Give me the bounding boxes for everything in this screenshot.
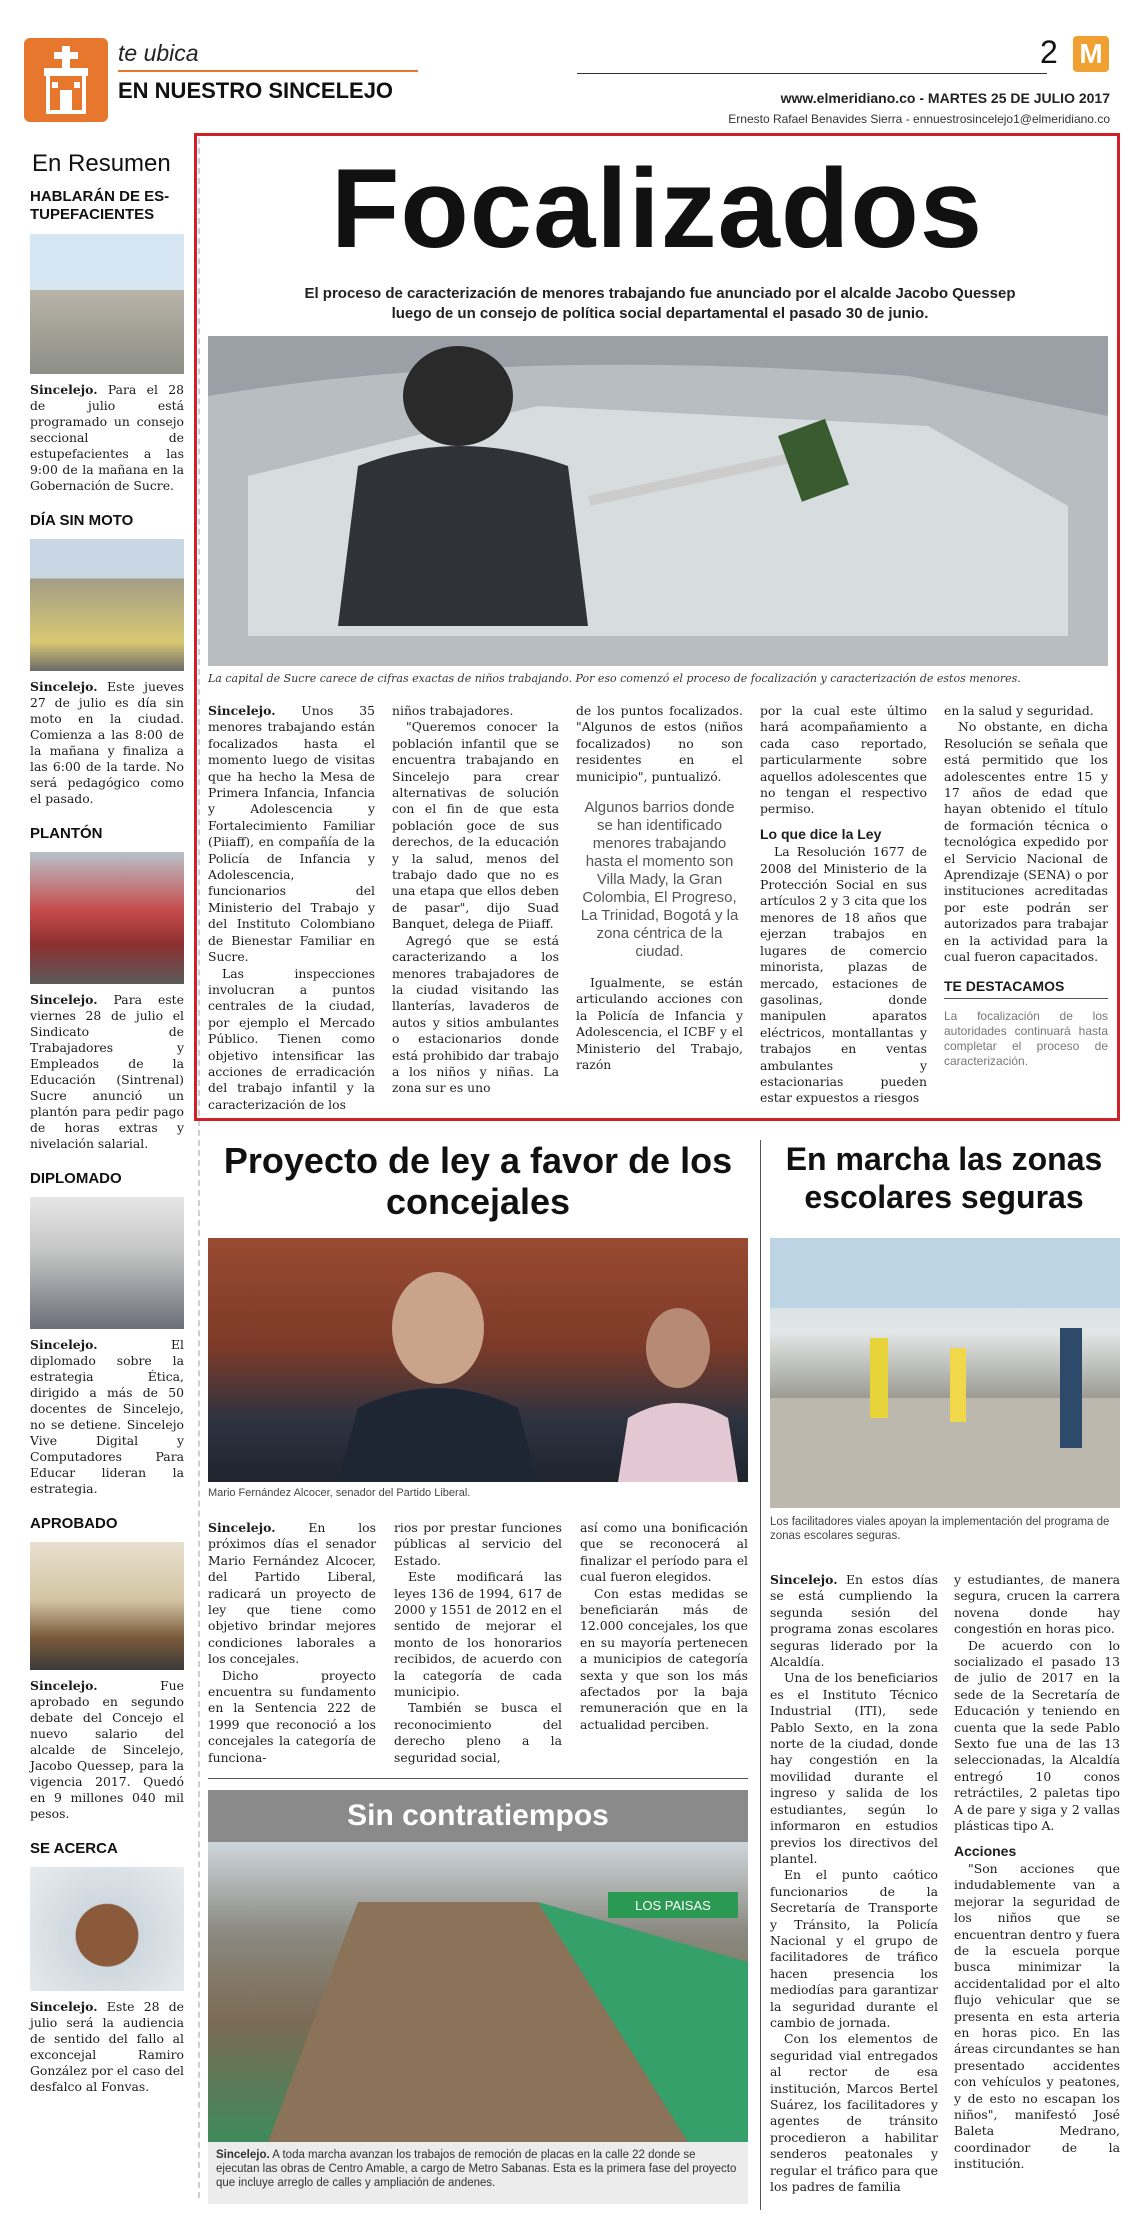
section-line2: EN NUESTRO SINCELEJO (118, 78, 394, 103)
sidebar-item-text (30, 679, 184, 807)
ley-col-2 (394, 1520, 562, 1766)
sin-banner (208, 1790, 748, 1842)
ley-col1-p1-text: En los próximos días el senador Mario Fernández Alcocer, del Partido Liberal, radicará un proyecto de ley que tiene como objetivo brindar mejores condiciones laborales a los concejales. (208, 1520, 376, 1667)
sidebar-item-text (30, 992, 184, 1152)
main-col-2 (392, 703, 559, 1097)
zonas-col2-p1: y estudiantes, de manera segura, crucen la carrera novena donde hay congestión en horas pico. (954, 1572, 1120, 1637)
zonas-headline: En marcha las zonas escolares seguras (785, 1141, 1103, 1215)
page-number: 2 (1040, 34, 1058, 70)
destacamos-title: TE DESTACAMOS (944, 978, 1108, 999)
ley-bottom-rule (208, 1778, 748, 1779)
sin-photo-illustration (208, 1842, 748, 2142)
main-col2-p1: niños trabajadores. (392, 703, 514, 718)
sidebar-photo (30, 1542, 184, 1670)
logo-letter: M (1079, 38, 1103, 69)
zonas-col1-p1-text: En estos días se está cumpliendo la segunda sesión del programa zonas escolares seguras liderado por la Alcaldía. (770, 1572, 938, 1670)
zonas-col1-lead: Sincelejo. (770, 1572, 838, 1587)
sidebar-item-body: Para el 28 de julio está programado un consejo seccional de estupefacientes a las 9:00 de la mañana en la Gobernación de Sucre. (30, 382, 184, 493)
ley-photo-illustration (208, 1238, 748, 1482)
main-col4-p1: por la cual este último hará acompañamiento a cada caso reportado, particularmente sobre aquellos adolescentes que no tengan el respectivo permiso. (760, 703, 927, 817)
sidebar-item-place: Sincelejo. (30, 1337, 98, 1352)
sin-photo (208, 1842, 748, 2142)
sidebar-item-body: Fue aprobado en segundo debate del Concejo el nuevo salario del alcalde de Sincelejo, Jacobo Quessep, para la vigencia 2017. Quedó en 9 millones 040 mil pesos. (30, 1678, 184, 1821)
main-photo-caption: La capital de Sucre carece de cifras exactas de niños trabajando. Por eso comenzó el proceso de focalización y caracterización de estos menores. (208, 672, 1021, 685)
page-header (0, 0, 1141, 125)
sidebar-item-text (30, 1999, 184, 2095)
header-rule (577, 73, 1047, 74)
sidebar-photo (30, 1197, 184, 1329)
zonas-col1-p2: Una de los beneficiarios es el Instituto Técnico Industrial (ITI), sede Pablo Sexto, en la zona norte de la ciudad, donde hay congestión en la movilidad durante el ingreso y salida de los estudiantes, según lo informaron en estudios previos los directivos del plantel. (770, 1670, 938, 1866)
zonas-photo-caption: Los facilitadores viales apoyan la implementación del programa de zonas escolares seguras. (770, 1516, 1110, 1542)
main-col1-p1 (208, 703, 375, 966)
ley-col-1 (208, 1520, 376, 1766)
sidebar-item-place: Sincelejo. (30, 1678, 98, 1693)
main-col4-p2: La Resolución 1677 de 2008 del Ministerio de la Protección Social en sus artículos 2 y 3 cita que los menores de 18 años que ejerzan trabajos en lugares de comercio minorista, plazas de mercado, estaciones de gasolinas, donde manipulen aparatos eléctricos, montallantas y trabajos en ventas ambulantes y estacionarias pueden estar expuestos a riesgos (760, 844, 927, 1106)
sin-caption-text: A toda marcha avanzan los trabajos de remoción de placas en la calle 22 donde se ejecutan las obras de Centro Amable, a cargo de Metro Sabanas. Esta es la primera fase del proyecto que incluye arreglo de calles y ampliación de andenes. (216, 2149, 737, 2189)
main-col-5 (944, 703, 1108, 1069)
main-col-4 (760, 703, 927, 1107)
sidebar-item-text (30, 1337, 184, 1497)
sidebar-item-place: Sincelejo. (30, 679, 98, 694)
destacamos-text: La focalización de los autoridades continuará hasta completar el proceso de caracterización. (944, 1008, 1108, 1068)
sin-caption-lead: Sincelejo. (216, 2149, 270, 2161)
sidebar (22, 138, 200, 2198)
sidebar-item-text (30, 1678, 184, 1822)
ley-photo-caption: Mario Fernández Alcocer, senador del Partido Liberal. (208, 1487, 471, 1499)
sidebar-item (22, 1840, 192, 2095)
main-headline: Focalizados (330, 146, 984, 271)
ley-col2-p3: También se busca el reconocimiento del derecho pleno a la seguridad social, (394, 1700, 562, 1765)
sidebar-item-text (30, 382, 184, 494)
zonas-col1-p3: En el punto caótico funcionarios de la Secretaría de Transporte y Tránsito, la Policía Nacional y el grupo de facilitadores de tráfico hacen presencia los mediodías para garantizar la seguridad durante el cambio de jornada. (770, 1867, 938, 2030)
ley-col3-p1: así como una bonificación que se reconocerá al finalizar el período para el cual fueron elegidos. (580, 1520, 748, 1585)
sidebar-item (22, 1170, 192, 1497)
ley-col1-p2: Dicho proyecto encuentra su fundamento en la Sentencia 222 de 1999 que reconoció a los concejales la categoría de funciona- (208, 1667, 376, 1765)
main-col1-p1-text: Unos 35 menores trabajando están focalizados hasta el momento luego de visitas que ha hecho la Mesa de Primera Infancia, Infancia y Adolescencia y Fortalecimiento Familiar (Piiaff), en compañía de la Policía de Infancia y Adolescencia, funcionarios del Ministerio del Trabajo y del Instituto Colombiano de Bienestar Familiar en Sucre. (208, 703, 375, 965)
sin-sign-text: LOS PAISAS (635, 1898, 711, 1913)
main-col3-p2: Igualmente, se están articulando acciones con la Policía de Infancia y Adolescencia, el ICBF y el Ministerio del Trabajo, razón (576, 975, 743, 1073)
main-pull-quote: Algunos barrios donde se han identificado menores trabajando hasta el momento son Villa Mady, la Gran Colombia, El Progreso, La Trinidad, Bogotá y la zona céntrica de la ciudad. (580, 799, 739, 961)
main-col2-p3: Agregó que se está caracterizando a los menores trabajadores de la ciudad visitando las llanterías, lavaderos de autos y sitios ambulantes o estacionarios donde está prohibido dar trabajo a los niños y niñas. La zona sur es uno (392, 932, 559, 1096)
sidebar-item (22, 825, 192, 1152)
ley-photo (208, 1238, 748, 1482)
sidebar-item-body: El diplomado sobre la estrategia Ética, dirigido a más de 50 docentes de Sincelejo, no se detiene. Sincelejo Vive Digital y Computadores Para Educar lideran la estrategia. (30, 1337, 184, 1496)
zonas-col2-p2: De acuerdo con lo socializado el pasado 13 de julio de 2017 en la sede de la Secretaría de Educación y teniendo en cuenta que la sede Pablo Sexto fue una de las 13 seleccionadas, la Alcaldía entregó 10 conos retráctiles, 2 paletas tipo A de pare y siga y 2 vallas plásticas tipo A. (954, 1637, 1120, 1834)
main-col1-p2: Las inspecciones involucran a puntos centrales de la ciudad, por ejemplo el Mercado Público. Tienen como objetivo intensificar las acciones de erradicación del trabajo infantil y la caracterización de los (208, 965, 375, 1112)
sidebar-title: En Resumen (32, 150, 171, 177)
sidebar-photo (30, 852, 184, 984)
zonas-col-2 (954, 1572, 1120, 2173)
sidebar-item-heading: DÍA SIN MOTO (30, 512, 134, 529)
site-date: www.elmeridiano.co - MARTES 25 DE JULIO 2017 (780, 90, 1110, 106)
sidebar-item-heading: APROBADO (30, 1515, 118, 1532)
sidebar-item (22, 512, 192, 807)
zonas-photo-illustration (770, 1238, 1120, 1508)
sidebar-item-body: Este jueves 27 de julio es día sin moto en la ciudad. Comienza a las 8:00 de la mañana y finaliza a las 6:00 de la tarde. No será pedagógico como el pasado. (30, 679, 184, 806)
zonas-col-1 (770, 1572, 938, 2195)
main-col5-p2: No obstante, en dicha Resolución se señala que está permitido que los adolescentes entre 15 y 17 años de edad que hayan obtenido el título de formación técnica o tecnológica expedido por el Servicio Nacional de Aprendizaje (SENA) o por instituciones acreditadas por este podrán ser autorizados para trabajar en la actividad para la cual fueron capacitados. (944, 719, 1108, 965)
sidebar-item-place: Sincelejo. (30, 1999, 98, 2014)
main-col3-p1: de los puntos focalizados. "Algunos de estos (niños focalizados) no son residentes en el municipio", puntualizó. (576, 703, 743, 784)
main-col5-p1: en la salud y seguridad. (944, 703, 1094, 718)
sidebar-photo (30, 1867, 184, 1991)
sidebar-item-heading: PLANTÓN (30, 825, 103, 842)
ley-col3-p2: Con estas medidas se beneficiarán más de 12.000 concejales, los que en su mayoría pertenecen a municipios de categoría sexta y que son los más afectados por la baja remuneración que en la actualidad perciben. (580, 1585, 748, 1732)
sidebar-item-heading: DIPLOMADO (30, 1170, 122, 1187)
section-line1: te ubica (118, 40, 199, 66)
main-col-1 (208, 703, 375, 1113)
sidebar-item (22, 1515, 192, 1822)
ley-col2-p2: Este modificará las leyes 136 de 1994, 617 de 2000 y 1551 de 2012 en el sentido de mejorar el monto de los honorarios recibidos, de acuerdo con la categoría de cada municipio. (394, 1569, 562, 1700)
main-col4-subhead: Lo que dice la Ley (760, 825, 882, 842)
ley-col2-p1: rios por prestar funciones públicas al servicio del Estado. (394, 1520, 562, 1568)
ley-col1-p1 (208, 1520, 376, 1668)
author-line: Ernesto Rafael Benavides Sierra - ennuestrosincelejo1@elmeridiano.co (728, 112, 1110, 126)
zonas-col1-p4: Con los elementos de seguridad vial entregados al rector de esa institución, Marcos Bertel Suárez, los facilitadores y agentes de tránsito procedieron a habilitar senderos peatonales y regular el tráfico para que los padres de familia (770, 2031, 938, 2195)
sidebar-item-body: Este 28 de julio será la audiencia de sentido del fallo al exconcejal Ramiro González por el caso del desfalco al Fonvas. (30, 1999, 184, 2094)
ley-col1-lead: Sincelejo. (208, 1520, 276, 1535)
main-photo (208, 336, 1108, 666)
sidebar-item-heading: HABLARÁN DE ES-TUPEFACIENTES (30, 188, 170, 223)
zonas-col1-p1 (770, 1572, 938, 1670)
sidebar-item-heading: SE ACERCA (30, 1840, 118, 1857)
ley-col-3 (580, 1520, 748, 1733)
sidebar-photo (30, 234, 184, 374)
main-photo-illustration (208, 336, 1108, 666)
ley-headline: Proyecto de ley a favor de los concejales (223, 1140, 733, 1222)
sidebar-item-body: Para este viernes 28 de julio el Sindicato de Trabajadores y Empleados de la Educación (Sintrenal) Sucre anunció un plantón para pedir pago de horas extras y nivelación salarial. (30, 992, 184, 1151)
logo-badge (1073, 36, 1109, 72)
sidebar-item-place: Sincelejo. (30, 382, 98, 397)
sidebar-photo (30, 539, 184, 671)
sidebar-item (22, 188, 192, 494)
zonas-col2-subhead: Acciones (954, 1842, 1017, 1859)
main-col2-p2: "Queremos conocer la población infantil que se encuentra trabajando en Sincelejo para crear alternativas de solución con el fin de que esta población goce de sus derechos, de la educación y la salud, menos del trabajo dado que no es una etapa que ellos deben de pasar", dijo Suad Banquet, delega de Piiaff. (392, 719, 559, 932)
zonas-col2-p3: "Son acciones que indudablemente van a mejorar la seguridad de los niños que se encuentran dentro y fuera de la escuela porque busca minimizar la accidentalidad por el alto flujo vehicular que se presenta en esta arteria en horas pico. En las áreas circundantes se han presentado accidentes con vehículos y peatones, y de esto no escapan los niños", manifestó José Baleta Medrano, coordinador de la institución. (954, 1860, 1120, 2172)
section-divider (118, 70, 418, 72)
zonas-photo (770, 1238, 1120, 1508)
church-icon (24, 38, 108, 122)
column-divider (760, 1140, 761, 2210)
sidebar-item-place: Sincelejo. (30, 992, 98, 1007)
sin-caption (216, 2148, 742, 2190)
main-col1-lead: Sincelejo. (208, 703, 276, 718)
main-deck: El proceso de caracterización de menores trabajando fue anunciado por el alcalde Jacobo Quessep luego de un consejo de política social departamental el pasado 30 de junio. (304, 285, 1016, 322)
main-col-3 (576, 703, 743, 1073)
sin-banner-text: Sin contratiempos (347, 1799, 609, 1832)
